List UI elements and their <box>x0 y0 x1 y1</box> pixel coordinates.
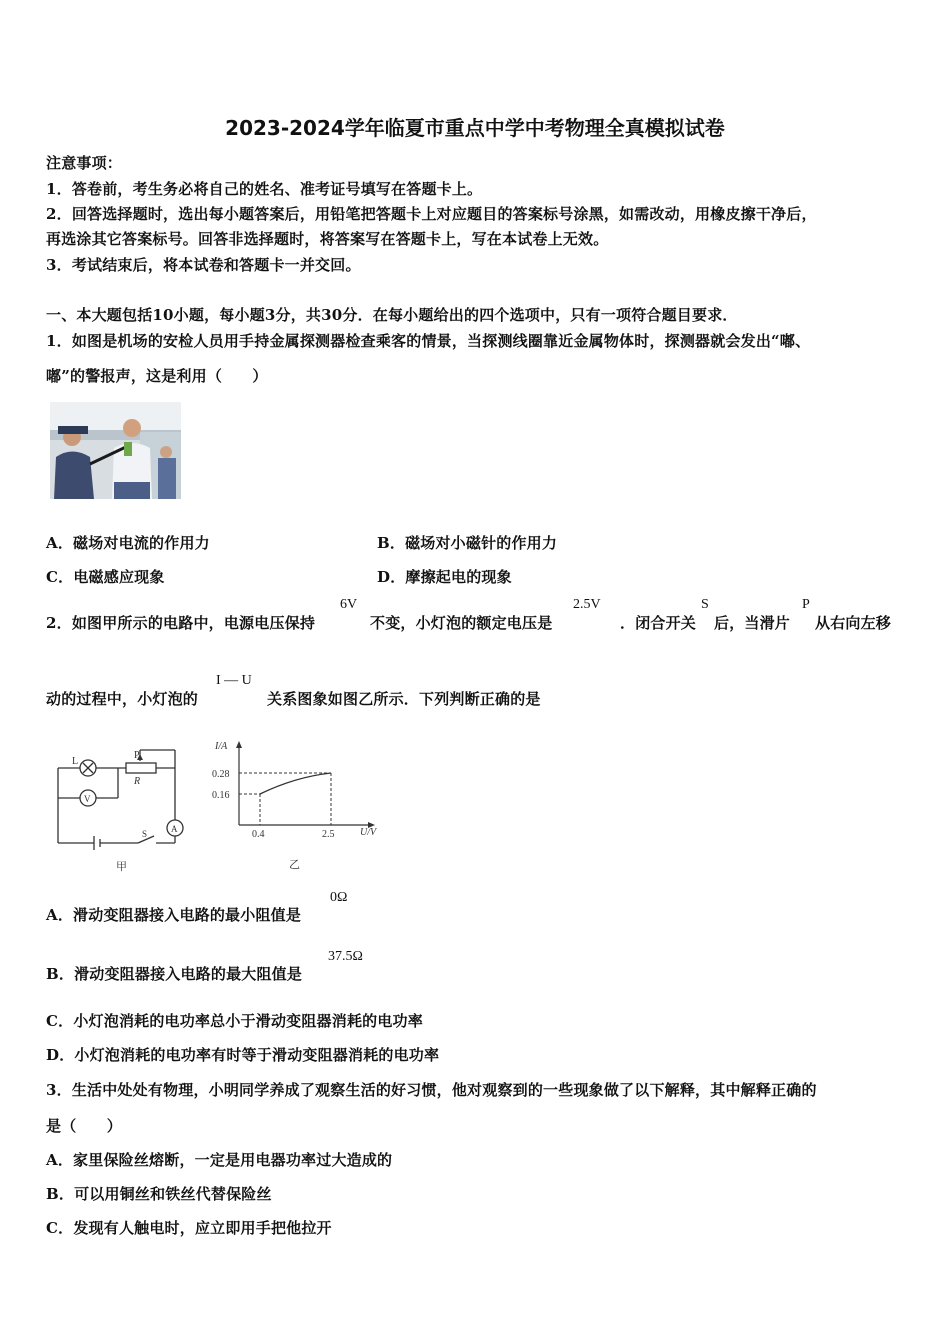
notice-item: 1．答卷前，考生务必将自己的姓名、准考证号填写在答题卡上。 <box>46 180 483 198</box>
iu-symbol: I — U <box>216 673 252 688</box>
graph-x-tick: 2.5 <box>322 829 335 840</box>
q1-option-c: C．电磁感应现象 <box>46 568 165 586</box>
security-check-photo <box>50 402 181 499</box>
circuit-diagram <box>50 740 190 875</box>
question-2-text: 2．如图甲所示的电路中，电源电压保持 <box>46 614 316 632</box>
q2-option-a: A．滑动变阻器接入电路的最小阻值是 <box>46 906 302 924</box>
notice-item: 再选涂其它答案标号。回答非选择题时，将答案写在答题卡上，写在本试卷上无效。 <box>46 230 609 248</box>
resistor-label: R <box>134 776 141 787</box>
question-1-text: 嘟”的警报声，这是利用（ ） <box>46 367 268 385</box>
graph-y-tick: 0.28 <box>212 769 230 780</box>
graph-y-tick: 0.16 <box>212 790 230 801</box>
voltage-value: 2.5V <box>573 597 601 612</box>
notice-item: 3．考试结束后，将本试卷和答题卡一并交回。 <box>46 256 361 274</box>
page-title: 2023-2024学年临夏市重点中学中考物理全真模拟试卷 <box>225 116 725 140</box>
question-2-text: 不变，小灯泡的额定电压是 <box>370 614 553 632</box>
question-3-text: 3．生活中处处有物理，小明同学养成了观察生活的好习惯，他对观察到的一些现象做了以下解释，其中解释正确的 <box>46 1081 817 1099</box>
graph-y-label: I/A <box>215 741 228 752</box>
question-3-text: 是（ ） <box>46 1117 123 1135</box>
q2-option-c: C．小灯泡消耗的电功率总小于滑动变阻器消耗的电功率 <box>46 1012 423 1030</box>
notice-heading: 注意事项： <box>46 154 123 172</box>
q3-option-b: B．可以用铜丝和铁丝代替保险丝 <box>46 1185 272 1203</box>
slider-symbol: P <box>802 597 810 612</box>
ammeter-label: A <box>171 824 178 834</box>
iu-graph <box>205 735 390 875</box>
voltage-value: 6V <box>340 597 358 612</box>
question-2-text: 后，当滑片 <box>714 614 791 632</box>
q1-option-b: B．磁场对小磁针的作用力 <box>377 534 558 552</box>
q3-option-a: A．家里保险丝熔断，一定是用电器功率过大造成的 <box>46 1151 393 1169</box>
section-heading: 一、本大题包括10小题，每小题3分，共30分．在每小题给出的四个选项中，只有一项符合题目要求． <box>46 306 738 324</box>
lamp-label: L <box>72 756 79 767</box>
slider-label: P <box>134 750 140 761</box>
q2-option-d: D．小灯泡消耗的电功率有时等于滑动变阻器消耗的电功率 <box>46 1046 440 1064</box>
question-2-text: 动的过程中，小灯泡的 <box>46 690 199 708</box>
question-1-text: 1．如图是机场的安检人员用手持金属探测器检查乘客的情景，当探测线圈靠近金属物体时，探测器就会发出“嘟、 <box>46 332 811 350</box>
graph-caption: 乙 <box>289 859 300 871</box>
switch-symbol: S <box>701 597 709 612</box>
switch-label: S <box>142 829 148 839</box>
question-2-text: 从右向左移 <box>815 614 892 632</box>
question-2-text: ．闭合开关 <box>620 614 697 632</box>
resistance-value: 37.5Ω <box>328 949 363 964</box>
resistance-value: 0Ω <box>330 890 348 905</box>
q2-option-b: B．滑动变阻器接入电路的最大阻值是 <box>46 965 303 983</box>
graph-x-tick: 0.4 <box>252 829 265 840</box>
q1-option-a: A．磁场对电流的作用力 <box>46 534 210 552</box>
q3-option-c: C．发现有人触电时，应立即用手把他拉开 <box>46 1219 332 1237</box>
question-2-text: 关系图象如图乙所示．下列判断正确的是 <box>267 690 541 708</box>
graph-x-label: U/V <box>360 827 377 838</box>
notice-item: 2．回答选择题时，选出每小题答案后，用铅笔把答题卡上对应题目的答案标号涂黑，如需改动，用橡皮擦干净后， <box>46 205 817 223</box>
circuit-caption: 甲 <box>116 861 127 873</box>
q1-option-d: D．摩擦起电的现象 <box>377 568 512 586</box>
voltmeter-label: V <box>84 794 91 804</box>
